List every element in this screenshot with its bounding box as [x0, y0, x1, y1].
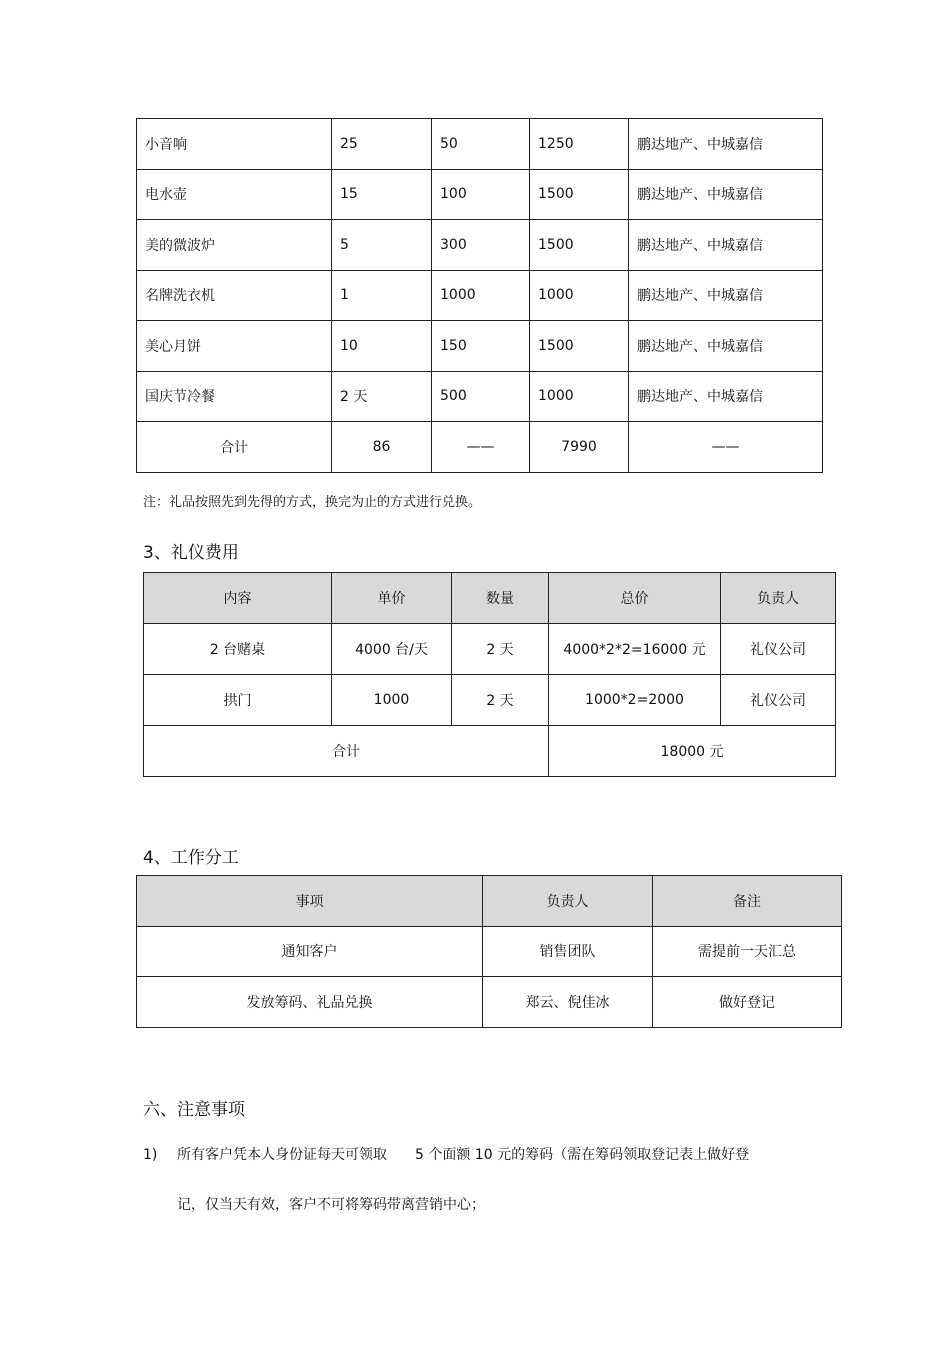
table-row — [137, 321, 823, 372]
gift-name: 美心月饼 — [137, 321, 332, 372]
gift-price: 150 — [432, 321, 530, 372]
division-heading: 4、工作分工 — [143, 848, 239, 868]
header-item: 事项 — [137, 876, 483, 927]
etiquette-table — [143, 572, 836, 777]
gift-sponsor: 鹏达地产、中城嘉信 — [629, 321, 823, 372]
gift-qty: 2 天 — [332, 371, 432, 422]
table-row — [137, 371, 823, 422]
gift-sponsor: 鹏达地产、中城嘉信 — [629, 220, 823, 271]
table-header-row — [144, 573, 836, 624]
gift-sponsor: 鹏达地产、中城嘉信 — [629, 119, 823, 170]
gift-name: 美的微波炉 — [137, 220, 332, 271]
gift-sponsor: 鹏达地产、中城嘉信 — [629, 270, 823, 321]
sum-value: 18000 元 — [549, 726, 836, 777]
notes-heading: 六、注意事项 — [143, 1100, 245, 1120]
item-content: 拱门 — [144, 675, 332, 726]
table-row — [137, 270, 823, 321]
etiquette-heading: 3、礼仪费用 — [143, 543, 239, 563]
table-row — [137, 977, 842, 1028]
sum-label: 合计 — [137, 422, 332, 473]
note-item-line2: 记，仅当天有效，客户不可将筹码带离营销中心； — [177, 1197, 485, 1213]
item-owner: 礼仪公司 — [721, 675, 836, 726]
gift-sponsor: 鹏达地产、中城嘉信 — [629, 169, 823, 220]
gift-price: 1000 — [432, 270, 530, 321]
gift-price: 100 — [432, 169, 530, 220]
header-qty: 数量 — [452, 573, 549, 624]
task-owner: 郑云、倪佳冰 — [483, 977, 653, 1028]
header-owner: 负责人 — [483, 876, 653, 927]
gift-name: 小音响 — [137, 119, 332, 170]
table-row — [144, 624, 836, 675]
gift-qty: 5 — [332, 220, 432, 271]
gift-total: 1000 — [530, 270, 629, 321]
header-owner: 负责人 — [721, 573, 836, 624]
sum-sponsor: —— — [629, 422, 823, 473]
task-item: 通知客户 — [137, 926, 483, 977]
table-row — [144, 675, 836, 726]
sum-price: —— — [432, 422, 530, 473]
table-sum-row — [137, 422, 823, 473]
gift-price: 300 — [432, 220, 530, 271]
task-item: 发放筹码、礼品兑换 — [137, 977, 483, 1028]
sum-qty: 86 — [332, 422, 432, 473]
task-remark: 需提前一天汇总 — [653, 926, 842, 977]
task-owner: 销售团队 — [483, 926, 653, 977]
item-qty: 2 天 — [452, 624, 549, 675]
item-total: 4000*2*2=16000 元 — [549, 624, 721, 675]
gift-name: 国庆节冷餐 — [137, 371, 332, 422]
table-header-row — [137, 876, 842, 927]
table-row — [137, 220, 823, 271]
table-row — [137, 169, 823, 220]
item-qty: 2 天 — [452, 675, 549, 726]
item-unit: 4000 台/天 — [332, 624, 452, 675]
header-content: 内容 — [144, 573, 332, 624]
item-owner: 礼仪公司 — [721, 624, 836, 675]
header-remark: 备注 — [653, 876, 842, 927]
gift-total: 1000 — [530, 371, 629, 422]
gift-note: 注：礼品按照先到先得的方式，换完为止的方式进行兑换。 — [143, 495, 482, 510]
gift-price: 50 — [432, 119, 530, 170]
gift-total: 1500 — [530, 220, 629, 271]
gift-qty: 25 — [332, 119, 432, 170]
note-item-line1: 所有客户凭本人身份证每天可领取 5 个面额 10 元的筹码（需在筹码领取登记表上做好登 — [177, 1147, 750, 1163]
table-sum-row — [144, 726, 836, 777]
gift-total: 1500 — [530, 321, 629, 372]
gift-total: 1250 — [530, 119, 629, 170]
gift-price: 500 — [432, 371, 530, 422]
item-content: 2 台赌桌 — [144, 624, 332, 675]
sum-label: 合计 — [144, 726, 549, 777]
table-row — [137, 119, 823, 170]
gift-name: 名牌洗衣机 — [137, 270, 332, 321]
gift-table — [136, 118, 823, 473]
gift-total: 1500 — [530, 169, 629, 220]
list-marker: 1) — [143, 1147, 158, 1163]
header-unit: 单价 — [332, 573, 452, 624]
table-row — [137, 926, 842, 977]
gift-sponsor: 鹏达地产、中城嘉信 — [629, 371, 823, 422]
task-remark: 做好登记 — [653, 977, 842, 1028]
item-total: 1000*2=2000 — [549, 675, 721, 726]
sum-total: 7990 — [530, 422, 629, 473]
gift-qty: 15 — [332, 169, 432, 220]
item-unit: 1000 — [332, 675, 452, 726]
header-total: 总价 — [549, 573, 721, 624]
gift-qty: 10 — [332, 321, 432, 372]
division-table — [136, 875, 842, 1028]
gift-qty: 1 — [332, 270, 432, 321]
gift-name: 电水壶 — [137, 169, 332, 220]
